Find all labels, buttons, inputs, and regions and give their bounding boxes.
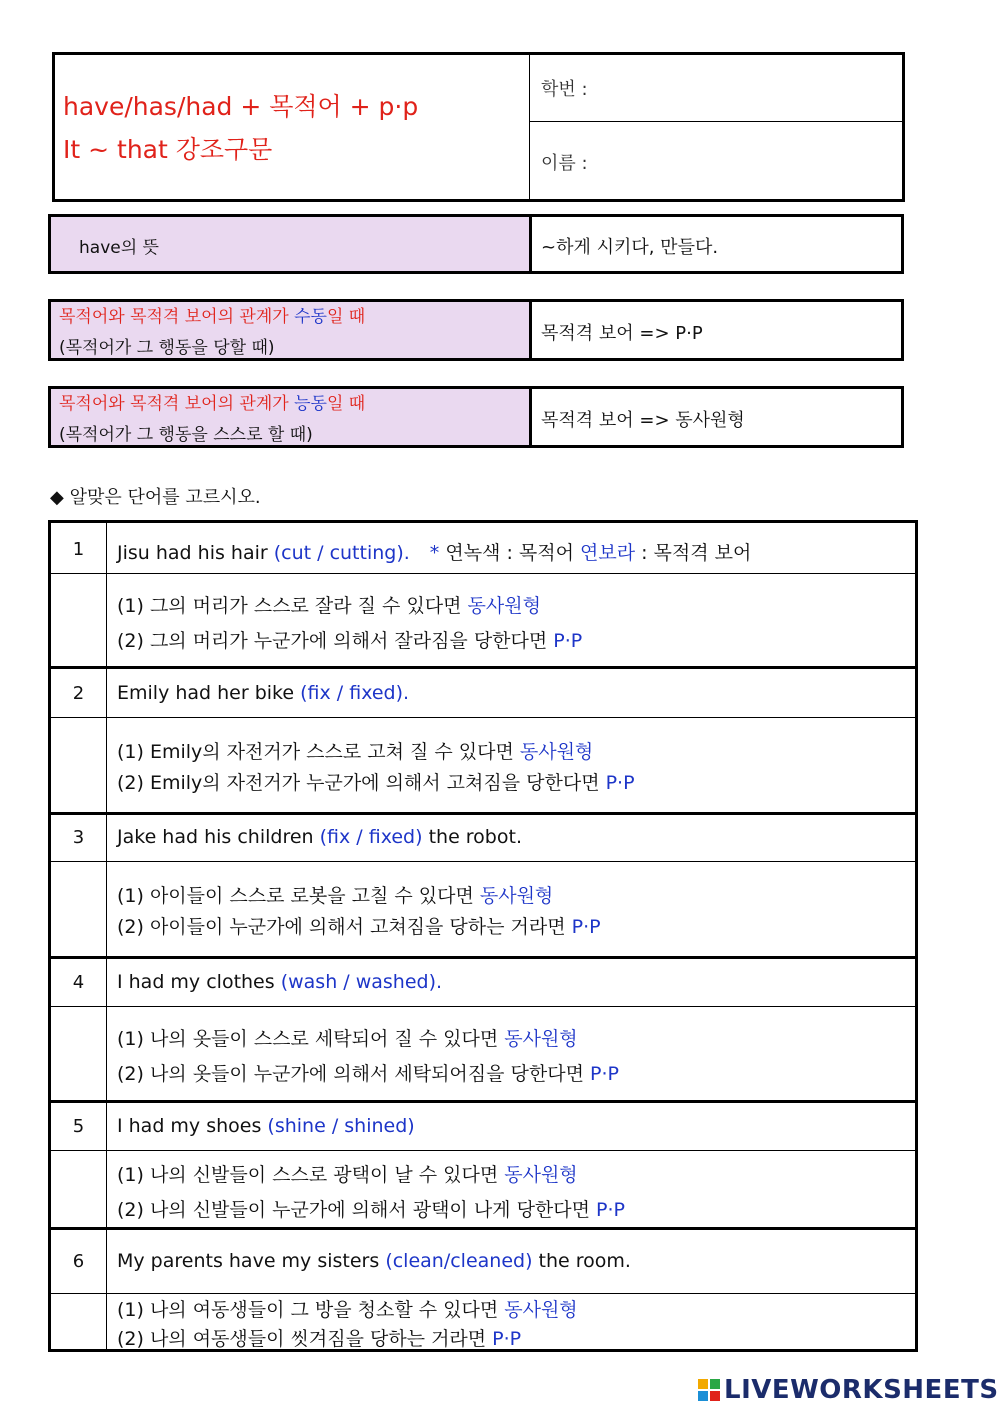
rule-active: [48, 386, 904, 448]
hint-answer: 동사원형: [467, 595, 541, 617]
hint-line-1: (1) 나의 신발들이 스스로 광택이 날 수 있다면 동사원형: [117, 1164, 578, 1186]
rule-divider: [529, 302, 532, 358]
question-text: Jisu had his hair: [117, 542, 274, 564]
hint-line-1: (1) 나의 여동생들이 그 방을 청소할 수 있다면 동사원형: [117, 1299, 578, 1321]
hint-answer: P·P: [553, 630, 583, 652]
hint-line-2: (2) 나의 신발들이 누군가에 의해서 광택이 나게 당한다면 P·P: [117, 1199, 625, 1221]
answer-choice[interactable]: (shine / shined): [267, 1115, 415, 1137]
header-divider: [529, 55, 530, 199]
hint-answer: P·P: [571, 916, 601, 938]
hint-answer: P·P: [589, 1063, 619, 1085]
row-divider: [51, 1293, 915, 1294]
instruction: ◆ 알맞은 단어를 고르시오.: [50, 487, 261, 508]
question-1: [51, 523, 915, 666]
question-text-end: the room.: [532, 1250, 631, 1272]
name-field[interactable]: [615, 139, 885, 183]
question-4: [51, 959, 915, 1100]
hint-answer: 동사원형: [504, 1164, 578, 1186]
liveworksheets-logo[interactable]: [698, 1375, 999, 1405]
rule-condition-suffix: 일 때: [326, 307, 366, 327]
hint-line-2: (2) 나의 옷들이 누군가에 의해서 세탁되어짐을 당한다면 P·P: [117, 1063, 619, 1085]
rule-condition-suffix: 일 때: [326, 394, 366, 414]
hint-line-2: (2) 아이들이 누군가에 의해서 고쳐짐을 당하는 거라면 P·P: [117, 916, 601, 938]
rule-condition-text: 목적어와 목적격 보어의 관계가: [59, 394, 295, 414]
hint-line-1: (1) 나의 옷들이 스스로 세탁되어 질 수 있다면 동사원형: [117, 1028, 578, 1050]
question-number: 3: [72, 827, 85, 848]
hint-line-2: (2) 나의 여동생들이 씻겨짐을 당하는 거라면 P·P: [117, 1328, 522, 1350]
hint-answer: 동사원형: [504, 1028, 578, 1050]
color-note-key: 연보라: [579, 542, 636, 564]
question-text-end: the robot.: [422, 826, 522, 848]
worksheet-title: [63, 85, 418, 171]
hint-answer: 동사원형: [504, 1299, 578, 1321]
rule-passive-condition: [59, 302, 365, 364]
row-divider: [51, 861, 915, 862]
rule-divider: [529, 389, 532, 445]
hint-line-1: (1) Emily의 자전거가 스스로 고쳐 질 수 있다면 동사원형: [117, 741, 594, 763]
question-3: [51, 815, 915, 956]
row-divider: [51, 717, 915, 718]
rule-passive-value: 목적격 보어 => P·P: [541, 323, 703, 344]
hint-answer: P·P: [596, 1199, 625, 1221]
question-sentence: [117, 1250, 631, 1272]
name-label: 이름 :: [541, 153, 588, 174]
question-text: Emily had her bike: [117, 682, 301, 704]
answer-choice[interactable]: (cut / cutting).: [273, 542, 410, 564]
question-text: I had my shoes: [117, 1115, 268, 1137]
rule-passive-note: (목적어가 그 행동을 당할 때): [59, 338, 275, 358]
logo-text: LIVEWORKSHEETS: [724, 1375, 999, 1405]
student-id-label: 학번 :: [541, 79, 588, 100]
student-id-field[interactable]: [615, 67, 885, 107]
rule-active-keyword: 능동: [294, 394, 327, 414]
question-sentence: [117, 1115, 415, 1137]
title-line-2: It ~ that 강조구문: [63, 135, 273, 164]
question-sentence: [117, 826, 522, 848]
question-sentence: [117, 538, 751, 565]
rule-active-note: (목적어가 그 행동을 스스로 할 때): [59, 425, 313, 445]
question-number: 4: [72, 972, 85, 993]
question-number: 2: [72, 683, 85, 704]
row-divider: [51, 1150, 915, 1151]
rule-condition-text: 목적어와 목적격 보어의 관계가: [59, 307, 295, 327]
answer-choice[interactable]: (wash / washed).: [280, 971, 443, 993]
hint-line-2: (2) Emily의 자전거가 누군가에 의해서 고쳐짐을 당한다면 P·P: [117, 772, 635, 794]
color-note: 연녹색 : 목적어: [439, 542, 580, 564]
question-sentence: [117, 971, 442, 993]
hint-answer: P·P: [605, 772, 635, 794]
row-divider: [51, 1006, 915, 1007]
rule-have-label: have의 뜻: [79, 238, 159, 258]
row-divider: [51, 573, 915, 574]
rule-have-value: ~하게 시키다, 만들다.: [541, 237, 719, 258]
rule-active-condition: [59, 389, 365, 451]
hint-answer: P·P: [492, 1328, 522, 1350]
hint-line-2: (2) 그의 머리가 누군가에 의해서 잘라짐을 당한다면 P·P: [117, 630, 583, 652]
header-box: [52, 52, 905, 202]
rule-passive: [48, 299, 904, 361]
question-text: I had my clothes: [117, 971, 281, 993]
hint-line-1: (1) 아이들이 스스로 로봇을 고칠 수 있다면 동사원형: [117, 885, 554, 907]
question-text: My parents have my sisters: [117, 1250, 386, 1272]
logo-mark-icon: [698, 1379, 720, 1401]
question-number: 6: [72, 1251, 85, 1272]
hint-line-1: (1) 그의 머리가 스스로 잘라 질 수 있다면 동사원형: [117, 595, 541, 617]
rule-active-value: 목적격 보어 => 동사원형: [541, 410, 745, 431]
hint-answer: 동사원형: [519, 741, 594, 763]
question-number: 1: [72, 539, 85, 560]
rule-have-meaning: [48, 214, 904, 274]
header-field-divider: [529, 121, 902, 122]
answer-choice[interactable]: (fix / fixed): [319, 826, 423, 848]
quiz-table: [48, 520, 918, 1352]
question-6: [51, 1230, 915, 1349]
question-sentence: [117, 682, 409, 704]
title-line-1: have/has/had + 목적어 + p·p: [63, 92, 419, 121]
question-5: [51, 1103, 915, 1227]
hint-answer: 동사원형: [479, 885, 554, 907]
question-2: [51, 669, 915, 812]
answer-choice[interactable]: (clean/cleaned): [385, 1250, 533, 1272]
color-note-end: : 목적격 보어: [635, 542, 752, 564]
rule-passive-keyword: 수동: [294, 307, 327, 327]
question-text: Jake had his children: [117, 826, 320, 848]
question-number: 5: [72, 1116, 85, 1137]
rule-divider: [529, 217, 532, 271]
answer-choice[interactable]: (fix / fixed).: [300, 682, 410, 704]
star-marker: *: [429, 542, 440, 564]
